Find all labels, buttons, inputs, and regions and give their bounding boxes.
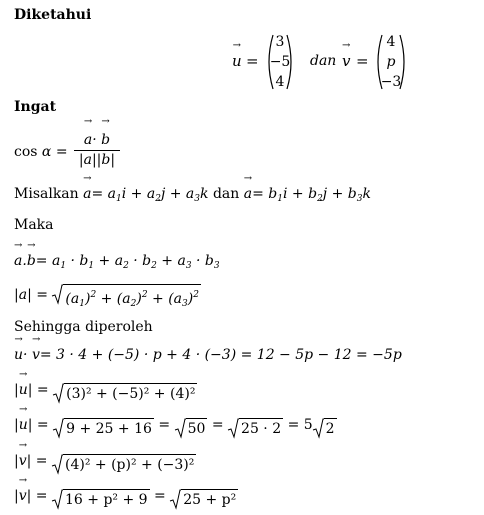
given-heading: Diketahui: [14, 7, 92, 23]
u-component-3: 4: [275, 74, 285, 90]
u-column-vector: [264, 34, 296, 90]
v-magnitude-simplified: 25 + p²: [181, 489, 238, 509]
cos-formula: [14, 128, 134, 172]
equals-sign: =: [246, 52, 259, 70]
sehingga-line: Sehingga diperoleh: [14, 319, 153, 335]
dan-word: dan: [310, 53, 337, 69]
u-magnitude-sum: 9 + 25 + 16: [64, 418, 154, 438]
u-component-2: −5: [269, 54, 291, 70]
misalkan-line: Misalkan → $a= a_1i + a_2j + a_3k$ dan → $a= b_1i + b_2j + b_3k$: [14, 185, 371, 208]
cos-denominator: |a||b|: [78, 152, 116, 168]
v-magnitude-radicand: (4)² + (p)² + (−3)²: [63, 454, 196, 474]
misalkan-word: Misalkan: [14, 186, 79, 202]
u-magnitude-radicand: (3)² + (−5)² + (4)²: [64, 383, 197, 403]
magnitude-formula: |a| = $(a_1)^2 + (a_2)^2 + (a_3)^2$: [14, 284, 201, 304]
u-magnitude-line-1: |→ u| = (3)² + (−5)² + (4)²: [14, 381, 197, 403]
v-component-1: 4: [386, 34, 396, 50]
u-vector-label: → u: [232, 52, 242, 70]
cos-lhs: cos α =: [14, 144, 68, 160]
given-vectors: [232, 34, 432, 90]
u-magnitude-line-2: |→ u| = 9 + 25 + 16 = 50 = 25 · 2 = 5 2: [14, 416, 337, 438]
v-magnitude-line-1: |→ v| = (4)² + (p)² + (−3)²: [14, 452, 196, 474]
v-vector-label: → v: [342, 52, 350, 70]
dot-product-formula: → $a.\to b= a_1 \cdot b_1 + a_2 \cdot b_2 + a_3 \cdot b_3$: [14, 252, 220, 275]
remember-heading: Ingat: [14, 99, 57, 115]
v-magnitude-sum: 16 + p² + 9: [63, 489, 150, 509]
u-component-1: 3: [275, 34, 285, 50]
uv-dot-result: = 3 · 4 + (−5) · p + 4 · (−3) = 12 − 5p − 12 = −5p: [39, 347, 402, 363]
equals-sign-2: =: [356, 52, 369, 70]
v-component-3: −3: [380, 74, 402, 90]
v-column-vector: [373, 34, 409, 90]
v-component-2: p: [386, 54, 396, 70]
misalkan-dan: dan: [212, 186, 240, 202]
v-magnitude-line-2: |→ v| = 16 + p² + 9 = 25 + p²: [14, 487, 238, 509]
cos-fraction: → a· → b |a||b|: [74, 128, 120, 169]
uv-dot-line: → u· → v= 3 · 4 + (−5) · p + 4 · (−3) = 12 − 5p − 12 = −5p: [14, 346, 402, 364]
maka-word: Maka: [14, 217, 54, 233]
